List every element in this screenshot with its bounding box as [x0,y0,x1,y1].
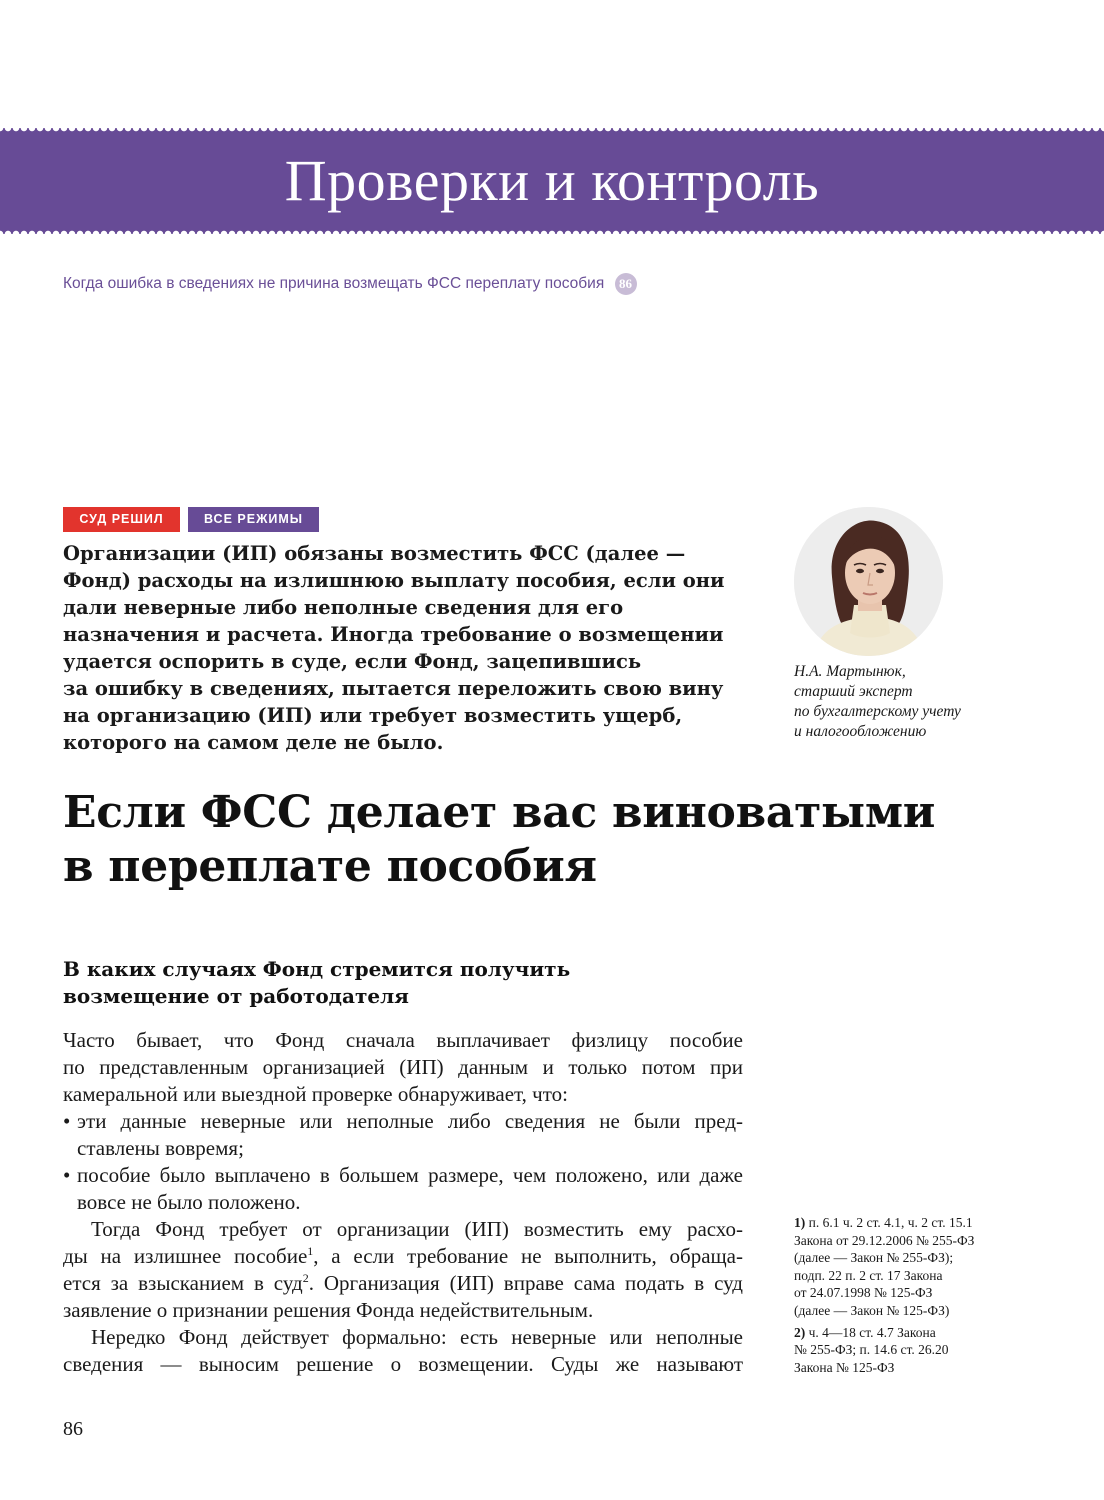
footnote-ref-2[interactable]: 2 [302,1271,309,1285]
author-role-line: и налогообложению [794,723,927,740]
footnote-line: № 255-ФЗ; п. 14.6 ст. 26.20 [794,1342,949,1358]
body-line: Тогда Фонд требует от организации (ИП) возместить ему расхо- [91,1217,743,1241]
body-line [63,1243,743,1270]
footnote-line: (далее — Закон № 255-ФЗ); [794,1250,954,1266]
body-text: ды на излишнее пособие [63,1244,308,1268]
footnote-line: Закона № 125-ФЗ [794,1359,895,1375]
bullet-text: эти данные неверные или неполные либо сведения не были пред- [77,1109,743,1133]
body-line: Часто бывает, что Фонд сначала выплачивает физлицу пособие [63,1028,743,1052]
footnote-line [794,1324,974,1342]
footnote-line: Закона от 29.12.2006 № 255-ФЗ [794,1232,975,1248]
footnote-2 [794,1324,974,1377]
lead-line: дали неверные либо неполные сведения для его [63,596,624,619]
footnote-text: ч. 4—18 ст. 4.7 Закона [805,1324,936,1340]
body-line: Нередко Фонд действует формально: есть неверные или неполные [91,1325,743,1349]
bullet-item [63,1162,743,1189]
body-line: ставлены вовремя; [77,1136,244,1160]
footnote-line: от 24.07.1998 № 125-ФЗ [794,1285,933,1301]
footnotes [794,1214,974,1380]
article-headline [63,786,935,894]
body-line: сведения — выносим решение о возмещении. Суды же называют [63,1352,743,1376]
lead-line: на организацию (ИП) или требует возместить ущерб, [63,704,683,727]
footnote-ref-1[interactable]: 1 [307,1244,314,1258]
body-text: , а если требование не выполнить, обраща- [313,1244,743,1268]
footnote-1 [794,1214,974,1320]
lead-line: назначения и расчета. Иногда требование о возмещении [63,623,724,646]
author-role-line: по бухгалтерскому учету [794,703,961,720]
author-portrait-icon [794,507,943,656]
lead-line: Фонд) расходы на излишнюю выплату пособия, если они [63,569,725,592]
lead-line: за ошибку в сведениях, пытается переложить свою вину [63,677,724,700]
body-text: . Организация (ИП) вправе сама подать в суд [308,1271,743,1295]
headline-line: в переплате пособия [63,841,597,892]
bullet-mark: • [63,1109,71,1133]
author-role-line: старший эксперт [794,683,913,700]
bullet-mark: • [63,1163,71,1187]
body-text: ется за взысканием в суд [63,1271,303,1295]
tag-all-modes: ВСЕ РЕЖИМЫ [188,507,319,532]
author-name: Н.А. Мартынюк, [794,663,906,680]
body-line: заявление о признании решения Фонда недействительным. [63,1298,594,1322]
lead-line: которого на самом деле не было. [63,731,444,754]
footnote-line [794,1214,974,1232]
body-line: по представленным организацией (ИП) данным и только потом при [63,1055,743,1079]
headline-line: Если ФСС делает вас виноватыми [63,787,936,838]
subheading-line: возмещение от работодателя [63,984,409,1008]
toc-entry[interactable] [63,273,637,295]
section-title: Проверки и контроль [284,148,820,213]
lead-line: Организации (ИП) обязаны возместить ФСС (далее — [63,542,686,565]
body-line: вовсе не было положено. [77,1190,301,1214]
footnote-line: подп. 22 п. 2 ст. 17 Закона [794,1267,943,1283]
body-line [63,1270,743,1297]
page-number: 86 [63,1418,83,1440]
section-subheading [63,956,570,1010]
body-line: камеральной или выездной проверке обнаруживает, что: [63,1082,568,1106]
toc-entry-text: Когда ошибка в сведениях не причина возмещать ФСС переплату пособия [63,275,605,293]
lead-paragraph [63,540,753,756]
article-body [63,1027,743,1378]
toc-page-badge: 86 [615,273,637,295]
author-photo [794,507,943,656]
footnote-text: п. 6.1 ч. 2 ст. 4.1, ч. 2 ст. 15.1 [805,1215,973,1230]
rubric-tags [63,507,319,532]
bullet-item [63,1108,743,1135]
footnote-number: 2) [794,1324,806,1340]
footnote-line: (далее — Закон № 125-ФЗ) [794,1302,950,1318]
lead-line: удается оспорить в суде, если Фонд, зацепившись [63,650,642,673]
author-caption [794,662,961,742]
footnote-number: 1) [794,1215,806,1230]
subheading-line: В каких случаях Фонд стремится получить [63,957,571,981]
bullet-text: пособие было выплачено в большем размере, чем положено, или даже [77,1163,743,1187]
tag-court-decided: СУД РЕШИЛ [63,507,180,532]
